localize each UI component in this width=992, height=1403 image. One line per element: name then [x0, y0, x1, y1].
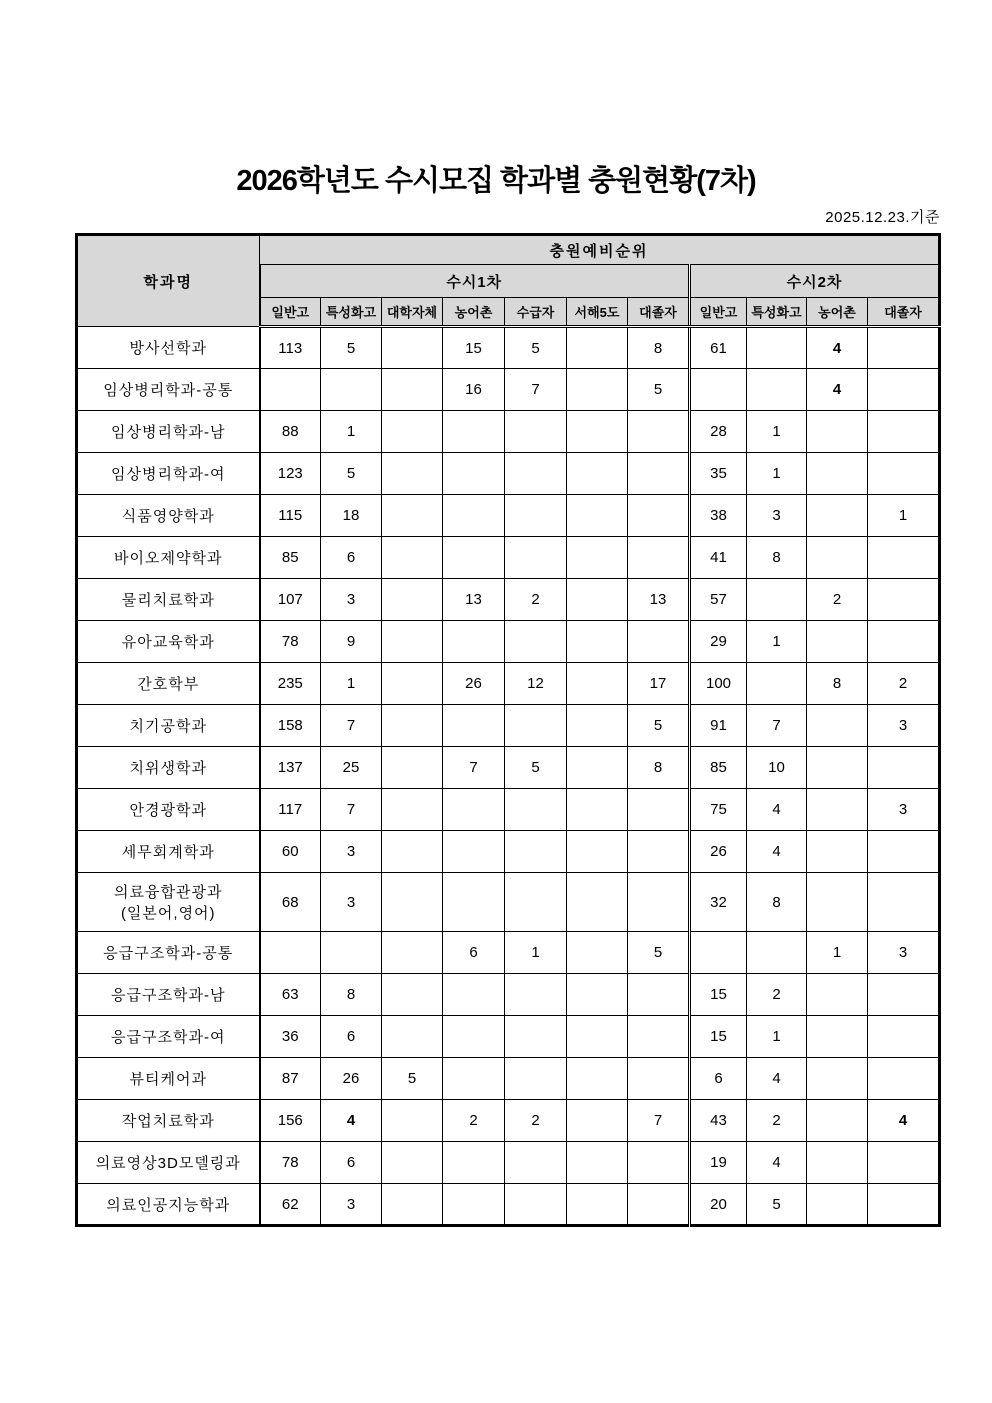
value-cell: 15 [690, 1016, 747, 1058]
value-cell [747, 579, 807, 621]
value-cell: 100 [690, 663, 747, 705]
value-cell [628, 495, 690, 537]
value-cell: 29 [690, 621, 747, 663]
value-cell [868, 831, 940, 873]
value-cell [567, 579, 628, 621]
table-row [77, 369, 940, 411]
value-cell [868, 621, 940, 663]
table-row [77, 747, 940, 789]
value-cell [443, 495, 505, 537]
value-cell [807, 747, 868, 789]
value-cell: 7 [443, 747, 505, 789]
column-header: 서해5도 [567, 298, 628, 327]
value-cell: 8 [747, 537, 807, 579]
dept-name-cell: 의료영상3D모델링과 [77, 1142, 260, 1184]
value-cell: 6 [690, 1058, 747, 1100]
value-cell [807, 831, 868, 873]
table-row [77, 1100, 940, 1142]
value-cell: 8 [807, 663, 868, 705]
value-cell [807, 453, 868, 495]
table-row [77, 831, 940, 873]
value-cell: 8 [628, 747, 690, 789]
value-cell: 57 [690, 579, 747, 621]
dept-name-cell: 응급구조학과-여 [77, 1016, 260, 1058]
value-cell [628, 1142, 690, 1184]
value-cell [807, 705, 868, 747]
table-row [77, 1016, 940, 1058]
table-row [77, 1142, 940, 1184]
value-cell: 2 [443, 1100, 505, 1142]
value-cell [321, 369, 382, 411]
value-cell: 35 [690, 453, 747, 495]
value-cell [505, 495, 567, 537]
dept-name-cell: 유아교육학과 [77, 621, 260, 663]
value-cell [382, 974, 443, 1016]
value-cell: 15 [443, 327, 505, 369]
value-cell [567, 411, 628, 453]
dept-name-cell: 치위생학과 [77, 747, 260, 789]
table-row [77, 789, 940, 831]
value-cell [382, 932, 443, 974]
value-cell: 2 [747, 974, 807, 1016]
value-cell: 13 [628, 579, 690, 621]
value-cell: 25 [321, 747, 382, 789]
value-cell: 10 [747, 747, 807, 789]
value-cell: 28 [690, 411, 747, 453]
value-cell [505, 974, 567, 1016]
value-cell [382, 873, 443, 932]
page-title: 2026학년도 수시모집 학과별 충원현황(7차) [236, 165, 756, 197]
value-cell: 1 [807, 932, 868, 974]
value-cell: 5 [505, 747, 567, 789]
value-cell [628, 1016, 690, 1058]
value-cell: 6 [321, 1142, 382, 1184]
value-cell [321, 932, 382, 974]
value-cell: 3 [868, 789, 940, 831]
value-cell: 16 [443, 369, 505, 411]
value-cell [382, 1142, 443, 1184]
value-cell [868, 1058, 940, 1100]
dept-name-cell: 의료인공지능학과 [77, 1184, 260, 1226]
value-cell: 63 [260, 974, 321, 1016]
value-cell [628, 1058, 690, 1100]
dept-name-cell: 세무회계학과 [77, 831, 260, 873]
value-cell: 1 [505, 932, 567, 974]
value-cell: 156 [260, 1100, 321, 1142]
value-cell: 1 [747, 1016, 807, 1058]
value-cell: 137 [260, 747, 321, 789]
dept-name-cell: 안경광학과 [77, 789, 260, 831]
value-cell [443, 1142, 505, 1184]
value-cell: 115 [260, 495, 321, 537]
dept-name-cell: 간호학부 [77, 663, 260, 705]
value-cell: 32 [690, 873, 747, 932]
value-cell [567, 537, 628, 579]
value-cell: 4 [807, 369, 868, 411]
table-row [77, 621, 940, 663]
column-header: 대졸자 [868, 298, 940, 327]
value-cell [505, 411, 567, 453]
value-cell [505, 705, 567, 747]
value-cell [567, 974, 628, 1016]
value-cell [382, 369, 443, 411]
value-cell: 107 [260, 579, 321, 621]
value-cell: 26 [443, 663, 505, 705]
value-cell [807, 974, 868, 1016]
value-cell: 62 [260, 1184, 321, 1226]
value-cell [628, 1184, 690, 1226]
value-cell: 1 [321, 411, 382, 453]
value-cell: 3 [747, 495, 807, 537]
value-cell [747, 369, 807, 411]
value-cell [628, 974, 690, 1016]
group-header-susi1: 수시1차 [260, 265, 690, 298]
value-cell: 26 [690, 831, 747, 873]
value-cell [443, 705, 505, 747]
value-cell [567, 1142, 628, 1184]
value-cell: 19 [690, 1142, 747, 1184]
value-cell [382, 1184, 443, 1226]
column-header-dept: 학과명 [77, 235, 260, 327]
value-cell [807, 495, 868, 537]
value-cell [382, 327, 443, 369]
admissions-table [75, 233, 941, 1227]
value-cell: 7 [505, 369, 567, 411]
value-cell: 36 [260, 1016, 321, 1058]
value-cell [690, 369, 747, 411]
value-cell: 68 [260, 873, 321, 932]
value-cell: 4 [747, 1142, 807, 1184]
table-row [77, 495, 940, 537]
dept-name-cell: 응급구조학과-남 [77, 974, 260, 1016]
value-cell [868, 369, 940, 411]
value-cell [567, 1058, 628, 1100]
value-cell: 88 [260, 411, 321, 453]
value-cell [868, 453, 940, 495]
value-cell [690, 932, 747, 974]
value-cell: 78 [260, 1142, 321, 1184]
value-cell [382, 453, 443, 495]
value-cell: 85 [690, 747, 747, 789]
value-cell: 75 [690, 789, 747, 831]
dept-name-cell: 임상병리학과-여 [77, 453, 260, 495]
table-row [77, 453, 940, 495]
value-cell [382, 705, 443, 747]
value-cell [382, 663, 443, 705]
value-cell: 5 [628, 705, 690, 747]
value-cell [628, 873, 690, 932]
value-cell: 123 [260, 453, 321, 495]
column-header: 특성화고 [321, 298, 382, 327]
value-cell [807, 411, 868, 453]
column-header: 농어촌 [807, 298, 868, 327]
value-cell [382, 495, 443, 537]
value-cell [807, 1016, 868, 1058]
value-cell [382, 1100, 443, 1142]
value-cell: 1 [321, 663, 382, 705]
value-cell [382, 747, 443, 789]
value-cell [567, 1016, 628, 1058]
value-cell [868, 579, 940, 621]
value-cell: 5 [628, 932, 690, 974]
value-cell: 7 [321, 705, 382, 747]
column-header: 수급자 [505, 298, 567, 327]
value-cell [260, 369, 321, 411]
value-cell [567, 747, 628, 789]
value-cell: 9 [321, 621, 382, 663]
value-cell: 13 [443, 579, 505, 621]
value-cell [382, 831, 443, 873]
dept-name-cell: 작업치료학과 [77, 1100, 260, 1142]
value-cell [567, 621, 628, 663]
value-cell: 1 [747, 621, 807, 663]
value-cell: 87 [260, 1058, 321, 1100]
value-cell [628, 453, 690, 495]
value-cell: 235 [260, 663, 321, 705]
value-cell [747, 327, 807, 369]
dept-name-cell: 치기공학과 [77, 705, 260, 747]
value-cell [443, 789, 505, 831]
value-cell [807, 789, 868, 831]
value-cell [443, 1184, 505, 1226]
dept-name-cell: 식품영양학과 [77, 495, 260, 537]
value-cell: 1 [868, 495, 940, 537]
value-cell: 5 [321, 453, 382, 495]
value-cell [567, 663, 628, 705]
value-cell [807, 1058, 868, 1100]
value-cell [382, 621, 443, 663]
value-cell [443, 1016, 505, 1058]
value-cell: 7 [321, 789, 382, 831]
value-cell: 91 [690, 705, 747, 747]
group-header-susi2: 수시2차 [690, 265, 940, 298]
value-cell: 4 [747, 1058, 807, 1100]
dept-name-cell: 의료융합관광과 (일본어,영어) [77, 873, 260, 932]
value-cell [505, 1016, 567, 1058]
value-cell: 17 [628, 663, 690, 705]
value-cell [567, 705, 628, 747]
value-cell: 7 [628, 1100, 690, 1142]
value-cell: 6 [321, 1016, 382, 1058]
dept-name-cell: 응급구조학과-공통 [77, 932, 260, 974]
value-cell [443, 831, 505, 873]
value-cell: 8 [628, 327, 690, 369]
value-cell: 78 [260, 621, 321, 663]
value-cell: 113 [260, 327, 321, 369]
value-cell: 117 [260, 789, 321, 831]
value-cell [505, 873, 567, 932]
value-cell [382, 579, 443, 621]
value-cell: 60 [260, 831, 321, 873]
value-cell [868, 974, 940, 1016]
value-cell [868, 1184, 940, 1226]
value-cell [443, 537, 505, 579]
value-cell [443, 1058, 505, 1100]
table-row [77, 663, 940, 705]
value-cell [567, 831, 628, 873]
value-cell: 2 [868, 663, 940, 705]
value-cell [628, 537, 690, 579]
dept-name-cell: 임상병리학과-남 [77, 411, 260, 453]
value-cell: 5 [628, 369, 690, 411]
value-cell [567, 932, 628, 974]
value-cell: 2 [505, 1100, 567, 1142]
value-cell: 6 [321, 537, 382, 579]
column-header-reserve-rank: 충원예비순위 [260, 235, 940, 265]
value-cell [443, 453, 505, 495]
value-cell [807, 1184, 868, 1226]
value-cell [443, 411, 505, 453]
value-cell [567, 1184, 628, 1226]
value-cell: 43 [690, 1100, 747, 1142]
value-cell [868, 537, 940, 579]
value-cell: 5 [382, 1058, 443, 1100]
column-header: 일반고 [690, 298, 747, 327]
column-header: 대졸자 [628, 298, 690, 327]
value-cell [505, 1184, 567, 1226]
value-cell: 61 [690, 327, 747, 369]
column-header: 농어촌 [443, 298, 505, 327]
value-cell [567, 453, 628, 495]
table-body [77, 327, 940, 1226]
value-cell [807, 873, 868, 932]
value-cell: 38 [690, 495, 747, 537]
value-cell [747, 663, 807, 705]
value-cell [260, 932, 321, 974]
value-cell [628, 621, 690, 663]
value-cell [868, 411, 940, 453]
table-row [77, 327, 940, 369]
table-row [77, 974, 940, 1016]
value-cell [505, 1142, 567, 1184]
value-cell: 6 [443, 932, 505, 974]
value-cell [505, 621, 567, 663]
value-cell [747, 932, 807, 974]
value-cell [868, 873, 940, 932]
value-cell: 3 [321, 579, 382, 621]
value-cell: 85 [260, 537, 321, 579]
column-header: 특성화고 [747, 298, 807, 327]
value-cell: 12 [505, 663, 567, 705]
value-cell: 4 [747, 831, 807, 873]
value-cell [443, 974, 505, 1016]
value-cell: 2 [747, 1100, 807, 1142]
value-cell [382, 411, 443, 453]
table-row [77, 1184, 940, 1226]
value-cell: 4 [321, 1100, 382, 1142]
value-cell: 3 [321, 1184, 382, 1226]
value-cell: 15 [690, 974, 747, 1016]
table-row [77, 1058, 940, 1100]
value-cell [505, 831, 567, 873]
value-cell: 41 [690, 537, 747, 579]
value-cell: 7 [747, 705, 807, 747]
date-note: 2025.12.23.기준 [825, 209, 940, 226]
table-row [77, 932, 940, 974]
value-cell: 3 [321, 873, 382, 932]
value-cell [628, 789, 690, 831]
value-cell: 4 [868, 1100, 940, 1142]
value-cell [505, 789, 567, 831]
value-cell [807, 621, 868, 663]
value-cell [567, 1100, 628, 1142]
value-cell: 3 [868, 932, 940, 974]
value-cell [628, 831, 690, 873]
value-cell: 1 [747, 411, 807, 453]
table-row [77, 579, 940, 621]
dept-name-cell: 임상병리학과-공통 [77, 369, 260, 411]
value-cell: 8 [321, 974, 382, 1016]
table-row [77, 873, 940, 932]
value-cell [868, 327, 940, 369]
value-cell: 5 [505, 327, 567, 369]
header-row-top [77, 235, 940, 265]
value-cell [567, 327, 628, 369]
value-cell: 5 [747, 1184, 807, 1226]
value-cell [567, 873, 628, 932]
value-cell [567, 495, 628, 537]
value-cell [505, 453, 567, 495]
value-cell [567, 369, 628, 411]
table-row [77, 411, 940, 453]
value-cell [567, 789, 628, 831]
value-cell: 3 [868, 705, 940, 747]
value-cell [505, 1058, 567, 1100]
value-cell: 1 [747, 453, 807, 495]
dept-name-cell: 뷰티케어과 [77, 1058, 260, 1100]
column-header: 대학자체 [382, 298, 443, 327]
value-cell: 4 [807, 327, 868, 369]
value-cell [505, 537, 567, 579]
value-cell: 5 [321, 327, 382, 369]
value-cell [382, 537, 443, 579]
table-container [75, 233, 941, 1227]
value-cell: 158 [260, 705, 321, 747]
value-cell: 3 [321, 831, 382, 873]
value-cell [628, 411, 690, 453]
value-cell: 2 [807, 579, 868, 621]
value-cell [443, 621, 505, 663]
value-cell: 2 [505, 579, 567, 621]
value-cell [382, 1016, 443, 1058]
value-cell [807, 537, 868, 579]
dept-name-cell: 방사선학과 [77, 327, 260, 369]
value-cell: 18 [321, 495, 382, 537]
value-cell: 20 [690, 1184, 747, 1226]
column-header: 일반고 [260, 298, 321, 327]
value-cell [807, 1100, 868, 1142]
dept-name-cell: 바이오제약학과 [77, 537, 260, 579]
table-row [77, 537, 940, 579]
value-cell: 26 [321, 1058, 382, 1100]
table-row [77, 705, 940, 747]
value-cell [868, 1016, 940, 1058]
value-cell [443, 873, 505, 932]
value-cell [868, 747, 940, 789]
dept-name-cell: 물리치료학과 [77, 579, 260, 621]
value-cell: 4 [747, 789, 807, 831]
value-cell [807, 1142, 868, 1184]
value-cell [868, 1142, 940, 1184]
value-cell: 8 [747, 873, 807, 932]
value-cell [382, 789, 443, 831]
